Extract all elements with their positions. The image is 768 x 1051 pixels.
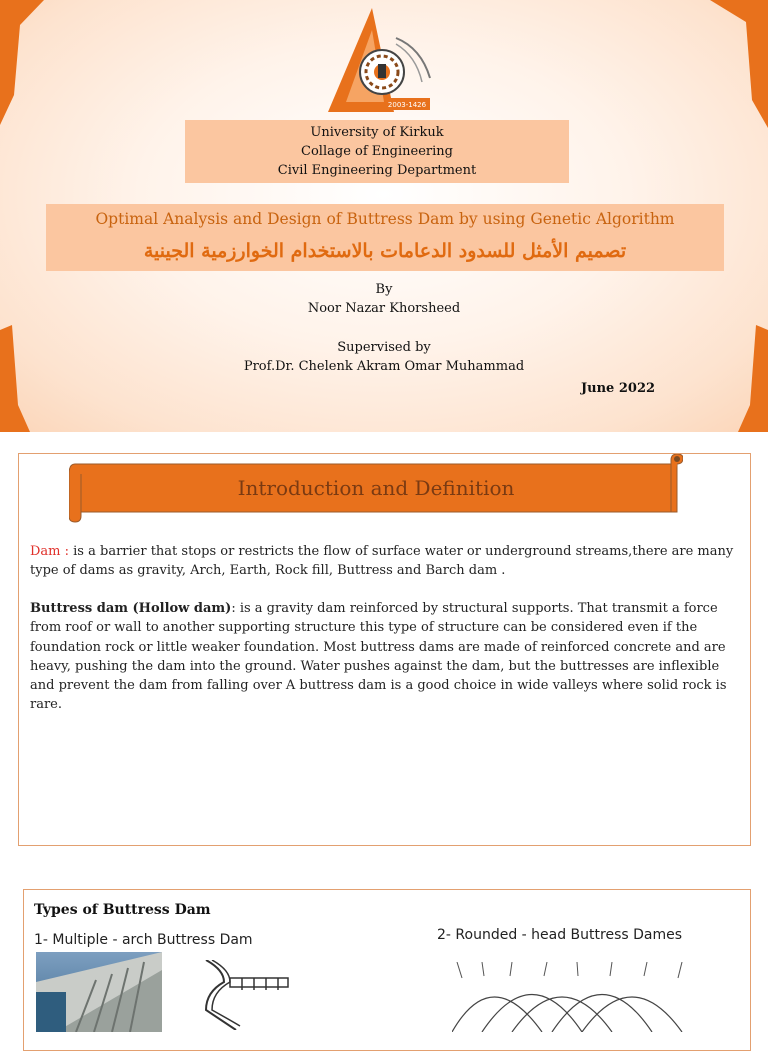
buttress-term: Buttress dam (Hollow dam)	[30, 601, 232, 616]
intro-banner-title: Introduction and Definition	[237, 476, 515, 500]
types-title: Types of Buttress Dam	[34, 902, 211, 918]
thesis-title-arabic: تصميم الأمثل للسدود الدعامات بالاستخدام الخوارزمية الجينية	[143, 240, 627, 262]
type-rounded-head-label: 2- Rounded - head Buttress Dames	[437, 927, 683, 943]
types-slide	[23, 889, 751, 1051]
thesis-title-english: Optimal Analysis and Design of Buttress Dam by using Genetic Algorithm	[95, 210, 675, 228]
university-info-box	[185, 120, 569, 183]
buttress-definition-paragraph	[30, 599, 736, 715]
department-name: Civil Engineering Department	[277, 163, 477, 178]
buttress-definition: : is a gravity dam reinforced by structural supports. That transmit a force from roof or wall to another supporting structure this type of structure can be considered even if the foundation rock or little weaker foundation. Most buttress dams are made of reinforced concrete and are heavy, pushing the dam into the ground. Water pushes against the dam, but the buttresses are inflexible and prevent the dam from falling over A buttress dam is a good choice in wide valleys where solid rock is rare.	[30, 601, 727, 713]
college-name: Collage of Engineering	[301, 144, 453, 159]
dam-photo-image	[36, 952, 162, 1032]
supervisor-name: Prof.Dr. Chelenk Akram Omar Muhammad	[243, 359, 525, 374]
logo-year-text: 2003-1426	[387, 101, 427, 109]
thesis-title-box	[46, 204, 724, 271]
by-label: By	[375, 282, 393, 297]
multiple-arch-sketch	[196, 960, 296, 1030]
dam-definition: is a barrier that stops or restricts the flow of surface water or underground streams,there are many type of dams as gravity, Arch, Earth, Rock fill, Buttress and Barch dam .	[30, 544, 734, 579]
dam-definition-paragraph	[30, 542, 736, 581]
supervised-label: Supervised by	[337, 340, 431, 355]
rounded-head-sketch	[452, 962, 702, 1032]
introduction-slide	[18, 453, 751, 846]
author-name: Noor Nazar Khorsheed	[307, 301, 461, 316]
dam-term: Dam :	[30, 544, 70, 559]
university-name: University of Kirkuk	[310, 125, 444, 140]
presentation-date: June 2022	[581, 381, 656, 396]
university-logo-icon	[326, 8, 438, 114]
title-slide	[0, 0, 768, 432]
type-multiple-arch-label: 1- Multiple - arch Buttress Dam	[34, 932, 253, 948]
